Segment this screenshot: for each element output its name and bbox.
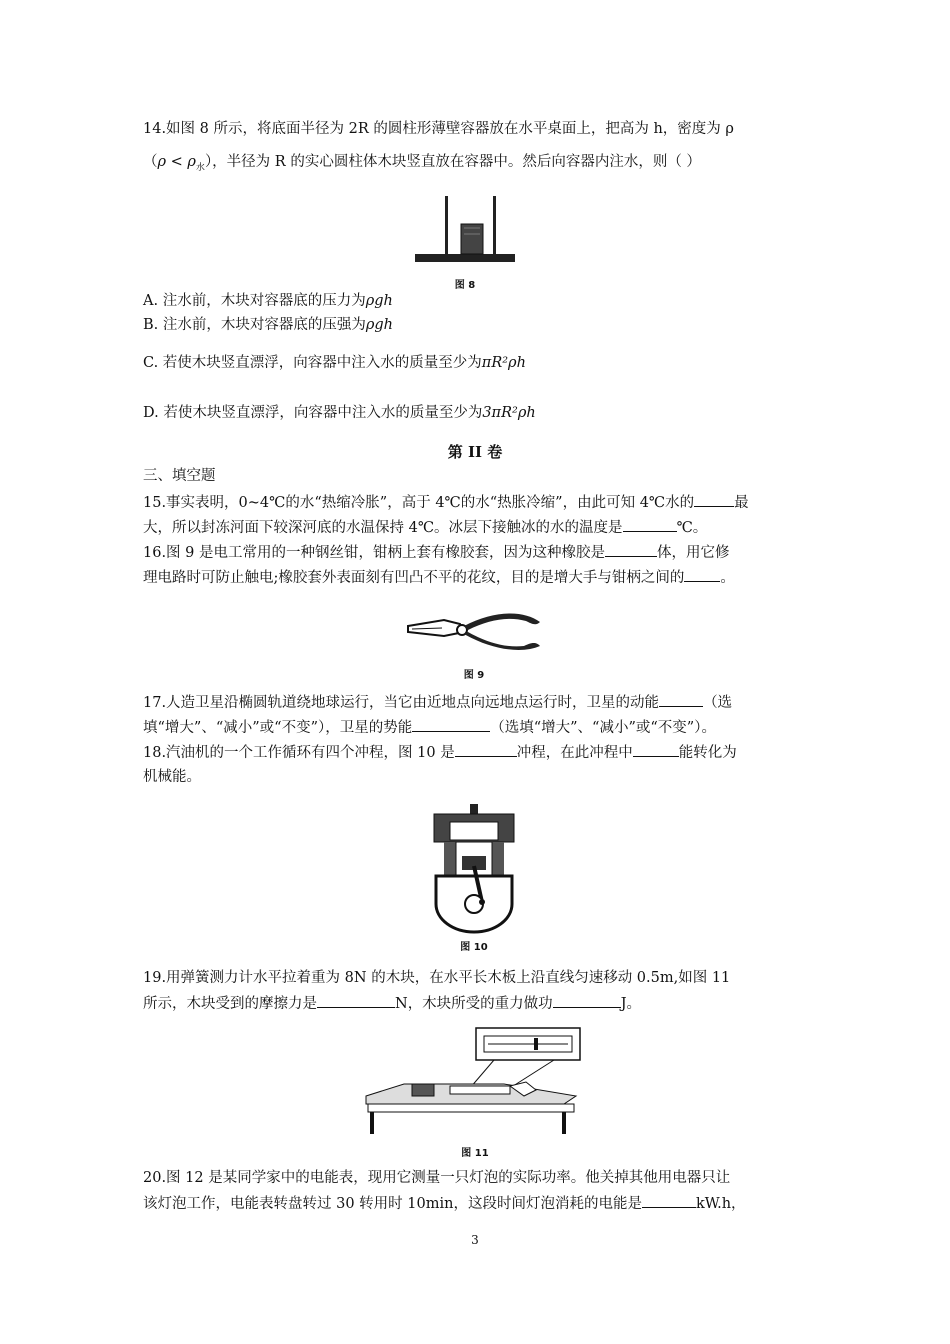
q14-rho-sub: 水 xyxy=(195,162,205,173)
section-title: 第 II 卷 xyxy=(447,443,503,461)
section-subtitle: 三、填空题 xyxy=(143,468,216,484)
spring-scale-diagram xyxy=(364,1024,586,1140)
container-diagram xyxy=(415,192,515,272)
blank[interactable] xyxy=(659,692,703,707)
q17-line1: 17.人造卫星沿椭圆轨道绕地球运行，当它由近地点向远地点运行时，卫星的动能 （选 xyxy=(143,692,732,713)
q15-line2: 大，所以封冻河面下较深河底的水温保持 4℃。冰层下接触冰的水的温度是 ℃。 xyxy=(143,517,707,538)
q17-line2: 填“增大”、“减小”或“不变”），卫星的势能 （选填“增大”、“减小”或“不变”）。 xyxy=(143,717,716,738)
q14-option-c-expr: πR²ρh xyxy=(481,355,526,371)
blank[interactable] xyxy=(623,517,677,532)
q14-option-d: D. 若使木块竖直漂浮，向容器中注入水的质量至少为3πR²ρh xyxy=(143,405,536,421)
q20-line1: 20.图 12 是某同学家中的电能表，现用它测量一只灯泡的实际功率。他关掉其他用电器只让 xyxy=(143,1170,731,1186)
figure-11-caption: 图 11 xyxy=(461,1148,489,1159)
q16-line1: 16.图 9 是电工常用的一种钢丝钳，钳柄上套有橡胶套，因为这种橡胶是 体，用它修 xyxy=(143,542,730,563)
engine-diagram xyxy=(426,804,522,934)
figure-9 xyxy=(404,606,544,680)
blank[interactable] xyxy=(633,742,679,757)
q14-rho-condition: ρ < ρ xyxy=(157,154,196,170)
q18-line1: 18.汽油机的一个工作循环有四个冲程，图 10 是 冲程，在此冲程中 能转化为 xyxy=(143,742,737,763)
q14-option-c: C. 若使木块竖直漂浮，向容器中注入水的质量至少为πR²ρh xyxy=(143,355,526,371)
blank[interactable] xyxy=(694,492,734,507)
q14-option-d-expr: 3πR²ρh xyxy=(482,405,536,421)
q14-option-a-expr: ρgh xyxy=(365,293,393,309)
q14-option-a: A. 注水前，木块对容器底的压力为ρgh xyxy=(143,293,393,309)
blank[interactable] xyxy=(605,542,657,557)
q14-paren-open: （ xyxy=(143,154,158,170)
q14-option-b: B. 注水前，木块对容器底的压强为ρgh xyxy=(143,317,394,333)
q19-line2: 所示，木块受到的摩擦力是 N，木块所受的重力做功 J。 xyxy=(143,993,641,1014)
figure-9-caption: 图 9 xyxy=(463,670,485,681)
q14-option-b-expr: ρgh xyxy=(365,317,394,333)
figure-8 xyxy=(415,192,515,291)
blank[interactable] xyxy=(412,717,490,732)
figure-8-caption: 图 8 xyxy=(454,280,476,291)
q14-line1: 14.如图 8 所示，将底面半径为 2R 的圆柱形薄壁容器放在水平桌面上，把高为 h，密度为 ρ xyxy=(143,121,734,137)
q20-line2: 该灯泡工作，电能表转盘转过 30 转用时 10min，这段时间灯泡消耗的电能是 kW.h， xyxy=(143,1193,746,1214)
blank[interactable] xyxy=(455,742,517,757)
pliers-diagram xyxy=(404,606,544,662)
blank[interactable] xyxy=(553,993,621,1008)
figure-11 xyxy=(364,1024,586,1159)
q18-line2: 机械能。 xyxy=(143,769,201,785)
figure-10-caption: 图 10 xyxy=(460,942,488,953)
q15-line1: 15.事实表明，0~4℃的水“热缩冷胀”，高于 4℃的水“热胀冷缩”，由此可知 4℃水的 最 xyxy=(143,492,749,513)
figure-10 xyxy=(426,804,522,953)
q14-line2-rest: ），半径为 R 的实心圆柱体木块竖直放在容器中。然后向容器内注水，则（ ） xyxy=(204,154,701,170)
q16-line2: 理电路时可防止触电;橡胶套外表面刻有凹凸不平的花纹，目的是增大手与钳柄之间的 。 xyxy=(143,567,735,588)
q14-line2 xyxy=(143,152,701,178)
blank[interactable] xyxy=(684,567,720,582)
page-number: 3 xyxy=(471,1233,479,1247)
blank[interactable] xyxy=(642,1193,696,1208)
blank[interactable] xyxy=(317,993,395,1008)
q19-line1: 19.用弹簧测力计水平拉着重为 8N 的木块，在水平长木板上沿直线匀速移动 0.5m,如图 11 xyxy=(143,970,731,986)
